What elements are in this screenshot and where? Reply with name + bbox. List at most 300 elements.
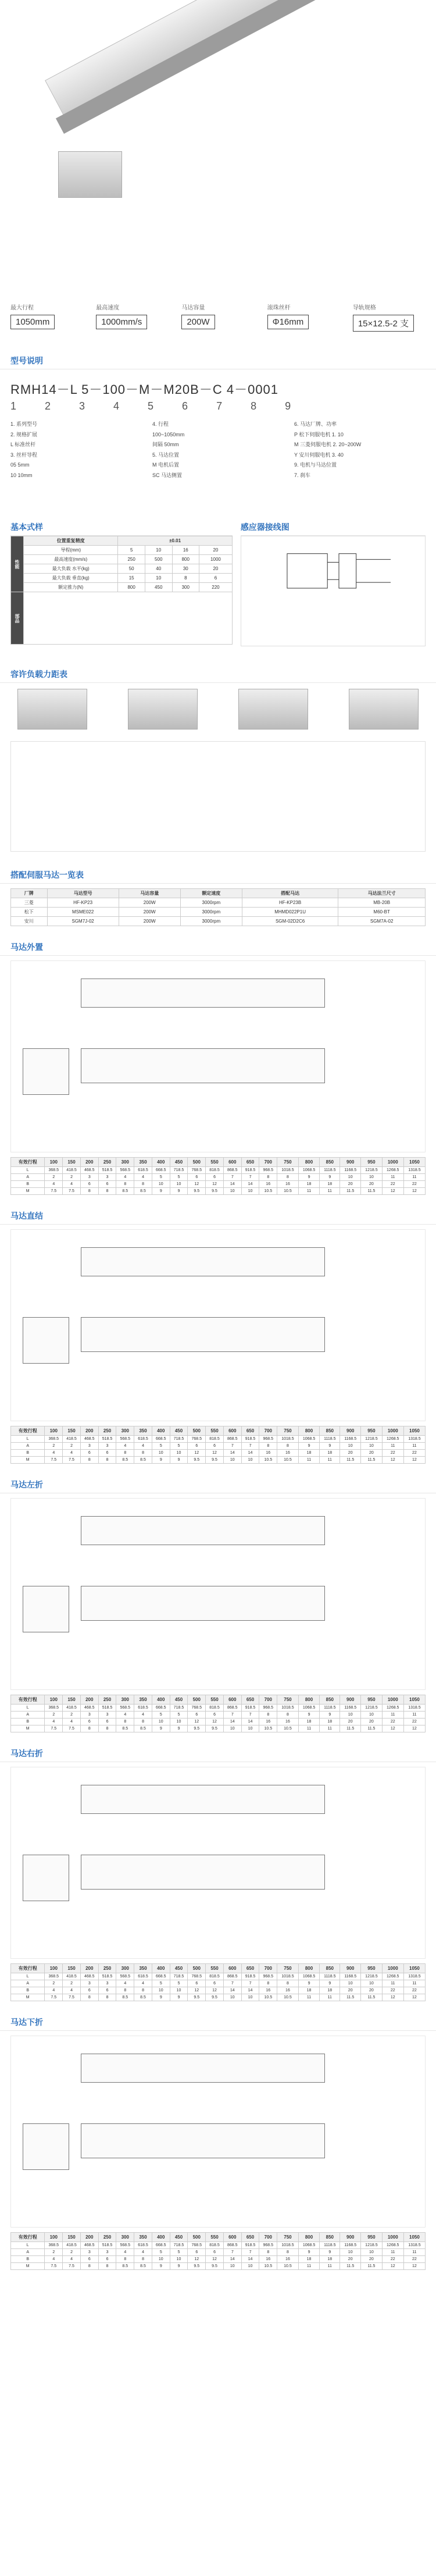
cell: 10 [241, 2263, 259, 2270]
dimension-header: 600 [223, 2233, 241, 2242]
cell: 1068.5 [298, 2242, 320, 2249]
cell: 4 [134, 2249, 152, 2256]
cell: 12 [403, 1994, 425, 2001]
cell: 9.5 [206, 1188, 224, 1195]
cell: 40 [145, 564, 172, 574]
cell: 2 [45, 1712, 63, 1718]
cell: 11.5 [361, 1725, 383, 1732]
cell: 6 [206, 2249, 224, 2256]
table-row [11, 1987, 426, 1994]
cell: 1218.5 [361, 1167, 383, 1174]
cell: MSME022 [47, 908, 119, 917]
legend-item: 9. 电机与马达位置 [294, 462, 337, 468]
model-legend [0, 412, 436, 488]
cell: 768.5 [188, 1436, 206, 1443]
cell: 10.5 [277, 2263, 299, 2270]
cell: M [11, 1725, 45, 1732]
cell: 1268.5 [382, 1436, 403, 1443]
cell: 9.5 [188, 1457, 206, 1464]
cell: 368.5 [45, 1167, 63, 1174]
drawing-section-title: 马达外置 [0, 935, 436, 956]
cell: 618.5 [134, 2242, 152, 2249]
cell: 9.5 [188, 2263, 206, 2270]
dimension-header: 950 [361, 1964, 383, 1973]
table-row [11, 1450, 426, 1457]
cell: 10.5 [277, 1188, 299, 1195]
cell: 6 [206, 1443, 224, 1450]
dimension-header: 450 [170, 1158, 188, 1167]
cell: 11 [320, 1994, 340, 2001]
dimension-header: 250 [98, 1695, 116, 1705]
legend-item: 5. 马达位置 [152, 451, 180, 458]
cell: 6 [188, 1712, 206, 1718]
cell: 9 [320, 1443, 340, 1450]
cell: 5 [170, 1174, 188, 1181]
cell: 418.5 [63, 1167, 81, 1174]
cell: 16 [259, 1181, 277, 1188]
cell: 468.5 [80, 1973, 98, 1980]
table-row [11, 1994, 426, 2001]
dimension-header: 150 [63, 1964, 81, 1973]
drawing-end-view [23, 1586, 69, 1632]
legend-item: P 松下伺服电机 1. 10 [294, 431, 344, 437]
load-tables [10, 741, 426, 852]
cell: 8.5 [134, 2263, 152, 2270]
cell: 8 [134, 1450, 152, 1457]
cell: 7.5 [45, 1457, 63, 1464]
cell: 1318.5 [403, 1705, 425, 1712]
dimension-header: 200 [80, 1964, 98, 1973]
cell: 6 [188, 1443, 206, 1450]
cell: 10.5 [277, 1457, 299, 1464]
cell: 668.5 [152, 1436, 170, 1443]
cell: 11 [382, 1980, 403, 1987]
dimension-header: 500 [188, 1695, 206, 1705]
cell: 618.5 [134, 1705, 152, 1712]
cell: 20 [340, 1718, 361, 1725]
cell: 12 [382, 1994, 403, 2001]
cell: 14 [241, 2256, 259, 2263]
cell: 12 [188, 1181, 206, 1188]
cell: 14 [223, 1181, 241, 1188]
cell: 3 [80, 2249, 98, 2256]
cell: 11 [403, 1712, 425, 1718]
cell: 12 [382, 1725, 403, 1732]
cell: 1218.5 [361, 1973, 383, 1980]
cell: 1268.5 [382, 1167, 403, 1174]
dimension-header: 900 [340, 1158, 361, 1167]
cell: 11 [320, 1188, 340, 1195]
cell: 7.5 [45, 1188, 63, 1195]
cell: 8 [80, 2263, 98, 2270]
cell: 618.5 [134, 1167, 152, 1174]
dimension-table [10, 1963, 426, 2001]
cell: 8 [172, 574, 199, 583]
dimension-drawing [10, 960, 426, 1152]
cell: 818.5 [206, 1436, 224, 1443]
cell: 6 [98, 1181, 116, 1188]
cell: 3000rpm [180, 917, 242, 926]
cell: M [11, 1457, 45, 1464]
cell: 368.5 [45, 1973, 63, 1980]
cell: HF-KP23 [47, 898, 119, 908]
cell: 最大负载 水平(kg) [24, 564, 118, 574]
cell: 9 [298, 1443, 320, 1450]
drawing-end-view [23, 2123, 69, 2170]
basic-and-sensor [0, 511, 436, 651]
cell: 30 [172, 564, 199, 574]
cell: 868.5 [223, 1705, 241, 1712]
cell: 6 [80, 1718, 98, 1725]
cell: 11.5 [340, 1725, 361, 1732]
drawing-end-view [23, 1048, 69, 1095]
cell: 1318.5 [403, 1973, 425, 1980]
cell: 1068.5 [298, 1167, 320, 1174]
cell: 20 [361, 1450, 383, 1457]
motor-header: 厂牌 [11, 889, 48, 898]
cell: 20 [361, 1987, 383, 1994]
cell: 500 [145, 555, 172, 564]
cell: 368.5 [45, 2242, 63, 2249]
cell: 11 [298, 2263, 320, 2270]
cell: 418.5 [63, 1705, 81, 1712]
cell: 1218.5 [361, 1705, 383, 1712]
dimension-header: 1050 [403, 1695, 425, 1705]
dimension-header: 300 [116, 1695, 134, 1705]
cell: 4 [63, 1718, 81, 1725]
cell: 8 [259, 1980, 277, 1987]
cell: 1168.5 [340, 1167, 361, 1174]
cell: 11.5 [340, 1188, 361, 1195]
cell: 220 [199, 583, 233, 592]
cell: 1268.5 [382, 1705, 403, 1712]
load-fig-moment [349, 689, 419, 730]
cell: 6 [80, 2256, 98, 2263]
cell: 10.5 [259, 2263, 277, 2270]
cell: 4 [45, 1987, 63, 1994]
cell: 9.5 [206, 1725, 224, 1732]
dimension-header: 100 [45, 2233, 63, 2242]
cell: 1168.5 [340, 1705, 361, 1712]
dimension-table-block [0, 1963, 436, 2001]
dimension-table [10, 1426, 426, 1464]
dimension-header: 1050 [403, 1158, 425, 1167]
parts-side-label: 部品 [11, 592, 24, 645]
cell: 11 [403, 1174, 425, 1181]
table-row [11, 908, 426, 917]
cell: 9 [152, 2263, 170, 2270]
cell: 8 [116, 1718, 134, 1725]
cell: 20 [340, 1987, 361, 1994]
cell: 6 [188, 1174, 206, 1181]
motor-header: 搭配马达 [242, 889, 338, 898]
legend-item: 3. 丝杆导程 [10, 451, 38, 458]
cell: 3 [98, 2249, 116, 2256]
dimension-header: 650 [241, 1964, 259, 1973]
cell: 16 [259, 1987, 277, 1994]
cell: L [11, 1705, 45, 1712]
cell: 8 [80, 1457, 98, 1464]
dimension-header: 有效行程 [11, 2233, 45, 2242]
cell: 2 [45, 1443, 63, 1450]
table-row [11, 1167, 426, 1174]
cell: A [11, 1443, 45, 1450]
cell: 最大负载 垂直(kg) [24, 574, 118, 583]
cell: 9 [170, 2263, 188, 2270]
dimension-header: 950 [361, 2233, 383, 2242]
cell: M [11, 1188, 45, 1195]
cell: 20 [361, 1718, 383, 1725]
cell: 300 [172, 583, 199, 592]
cell: 918.5 [241, 1973, 259, 1980]
content [0, 349, 436, 2270]
cell: 9 [298, 1174, 320, 1181]
dimension-header: 950 [361, 1695, 383, 1705]
dimension-header: 250 [98, 1158, 116, 1167]
drawing-side-view [81, 1586, 325, 1621]
cell: 618.5 [134, 1436, 152, 1443]
cell: 718.5 [170, 1973, 188, 1980]
cell: 6 [206, 1980, 224, 1987]
dimension-header: 有效行程 [11, 1158, 45, 1167]
cell: 4 [134, 1712, 152, 1718]
cell: 8 [116, 1987, 134, 1994]
cell: 6 [188, 2249, 206, 2256]
cell: 10 [340, 1174, 361, 1181]
cell: 6 [206, 1174, 224, 1181]
cell: 1268.5 [382, 2242, 403, 2249]
cell: M60-BT [338, 908, 426, 917]
table-row [11, 1725, 426, 1732]
cell: 16 [277, 1718, 299, 1725]
cell: 9 [152, 1188, 170, 1195]
cell: 518.5 [98, 1167, 116, 1174]
cell: 9.5 [206, 1994, 224, 2001]
cell: 10 [361, 2249, 383, 2256]
dimension-header: 900 [340, 1695, 361, 1705]
sensor-block [241, 515, 426, 646]
cell: 4 [45, 1718, 63, 1725]
dimension-header: 1050 [403, 1964, 425, 1973]
cell: 20 [340, 2256, 361, 2263]
cell: 7 [223, 1980, 241, 1987]
drawing-section-title: 马达右折 [0, 1742, 436, 1762]
cell: 22 [403, 2256, 425, 2263]
drawings-container [0, 935, 436, 2270]
cell: 1000 [199, 555, 233, 564]
dimension-header: 250 [98, 2233, 116, 2242]
cell: 1268.5 [382, 1973, 403, 1980]
dimension-table-block [0, 1695, 436, 1732]
cell: 9 [320, 2249, 340, 2256]
cell: 968.5 [259, 2242, 277, 2249]
cell: 1018.5 [277, 1436, 299, 1443]
cell: 11.5 [361, 2263, 383, 2270]
cell: 6 [98, 1987, 116, 1994]
dimension-header: 900 [340, 2233, 361, 2242]
cell: 818.5 [206, 1705, 224, 1712]
dimension-header: 250 [98, 1964, 116, 1973]
cell: 10.5 [259, 1188, 277, 1195]
dimension-drawing [10, 2036, 426, 2228]
cell: 3 [80, 1174, 98, 1181]
cell: 8 [98, 2263, 116, 2270]
dimension-header: 300 [116, 2233, 134, 2242]
cell: 20 [199, 564, 233, 574]
cell: SGM7J-02 [47, 917, 119, 926]
cell: 818.5 [206, 1167, 224, 1174]
cell: 200W [119, 908, 180, 917]
basic-spec-block [10, 515, 233, 646]
dimension-header: 500 [188, 1964, 206, 1973]
dimension-header: 400 [152, 2233, 170, 2242]
cell: 3000rpm [180, 898, 242, 908]
cell: 6 [98, 1718, 116, 1725]
cell: 718.5 [170, 1436, 188, 1443]
drawing-end-view [23, 1317, 69, 1364]
cell: 7.5 [63, 1994, 81, 2001]
cell: 1118.5 [320, 2242, 340, 2249]
dimension-header: 900 [340, 1426, 361, 1436]
dimension-header: 850 [320, 1158, 340, 1167]
dimension-header: 350 [134, 1695, 152, 1705]
dimension-header: 有效行程 [11, 1426, 45, 1436]
table-row [11, 1973, 426, 1980]
dimension-header: 350 [134, 1426, 152, 1436]
cell: 最高速度(mm/s) [24, 555, 118, 564]
cell: 5 [170, 1980, 188, 1987]
dimension-header: 800 [298, 1426, 320, 1436]
cell: 14 [241, 1987, 259, 1994]
cell: 11.5 [361, 1994, 383, 2001]
dimension-header: 750 [277, 1426, 299, 1436]
dimension-header: 400 [152, 1964, 170, 1973]
cell: 518.5 [98, 2242, 116, 2249]
cell: 9 [152, 1457, 170, 1464]
cell: 1068.5 [298, 1436, 320, 1443]
dimension-header: 200 [80, 1426, 98, 1436]
basic-spec-table [10, 536, 233, 645]
dimension-header: 1000 [382, 1964, 403, 1973]
cell: 10 [152, 1987, 170, 1994]
dimension-header: 950 [361, 1426, 383, 1436]
table-row [11, 1980, 426, 1987]
cell: 718.5 [170, 1167, 188, 1174]
dimension-table [10, 1695, 426, 1732]
cell: 8 [277, 1980, 299, 1987]
dimension-header: 450 [170, 2233, 188, 2242]
cell: 10 [170, 1181, 188, 1188]
cell: 10 [241, 1188, 259, 1195]
cell: 10 [170, 1987, 188, 1994]
cell: 8 [80, 1725, 98, 1732]
cell: 9.5 [188, 1725, 206, 1732]
cell: 11 [382, 1174, 403, 1181]
cell: 5 [170, 1443, 188, 1450]
cell: 368.5 [45, 1705, 63, 1712]
cell: 7.5 [63, 1188, 81, 1195]
cell: 导程(mm) [24, 546, 118, 555]
cell: 11.5 [340, 1457, 361, 1464]
cell: 818.5 [206, 2242, 224, 2249]
dimension-header: 600 [223, 1158, 241, 1167]
cell: 8 [116, 2256, 134, 2263]
spec-motor: 马达容量 200W [181, 303, 254, 343]
cell: HF-KP23B [242, 898, 338, 908]
table-row [11, 1181, 426, 1188]
dimension-header: 550 [206, 1695, 224, 1705]
cell: 18 [320, 1987, 340, 1994]
spec-screw: 滚珠丝杆 Φ16mm [267, 303, 340, 343]
cell: 10 [223, 1188, 241, 1195]
cell: 668.5 [152, 2242, 170, 2249]
dimension-header: 100 [45, 1964, 63, 1973]
dimension-header: 300 [116, 1964, 134, 1973]
drawing-section-title: 马达下折 [0, 2011, 436, 2031]
legend-item: L 标准丝杆 [10, 442, 36, 447]
cell: 16 [172, 546, 199, 555]
cell: 16 [259, 2256, 277, 2263]
cell: 6 [98, 2256, 116, 2263]
motor-section-title: 搭配伺服马达一览表 [0, 863, 436, 884]
cell: 16 [277, 2256, 299, 2263]
cell: 6 [80, 1450, 98, 1457]
cell: 10 [152, 1181, 170, 1188]
cell: 11 [320, 1725, 340, 1732]
dimension-header: 500 [188, 1158, 206, 1167]
cell: 11 [298, 1188, 320, 1195]
dimension-header: 850 [320, 2233, 340, 2242]
cell: 8.5 [116, 1725, 134, 1732]
cell: 3 [98, 1712, 116, 1718]
cell: 668.5 [152, 1973, 170, 1980]
cell: 7.5 [63, 2263, 81, 2270]
cell: 9 [170, 1457, 188, 1464]
dimension-header: 100 [45, 1426, 63, 1436]
legend-item: 100~1050mm [152, 431, 185, 437]
cell: 418.5 [63, 1973, 81, 1980]
product-hero [0, 0, 436, 303]
cell: 7.5 [45, 1994, 63, 2001]
dimension-header: 250 [98, 1426, 116, 1436]
cell: 18 [320, 1450, 340, 1457]
cell: A [11, 1712, 45, 1718]
cell: 8 [134, 1718, 152, 1725]
dimension-header: 550 [206, 1426, 224, 1436]
drawing-top-view [81, 2054, 325, 2083]
cell: 868.5 [223, 1973, 241, 1980]
cell: 11 [382, 1712, 403, 1718]
dimension-header: 450 [170, 1964, 188, 1973]
cell: 918.5 [241, 1167, 259, 1174]
cell: 1168.5 [340, 1973, 361, 1980]
cell: 1068.5 [298, 1973, 320, 1980]
cell: A [11, 1174, 45, 1181]
cell: 818.5 [206, 1973, 224, 1980]
cell: 10.5 [277, 1994, 299, 2001]
table-row [11, 917, 426, 926]
cell: 8 [134, 1181, 152, 1188]
cell: 4 [63, 2256, 81, 2263]
cell: 8 [259, 1174, 277, 1181]
dimension-header: 750 [277, 2233, 299, 2242]
cell: 22 [403, 1450, 425, 1457]
cell: 1168.5 [340, 2242, 361, 2249]
wiring-svg [241, 536, 425, 646]
cell: 9.5 [206, 1457, 224, 1464]
cell: 18 [320, 1718, 340, 1725]
cell: 4 [45, 2256, 63, 2263]
